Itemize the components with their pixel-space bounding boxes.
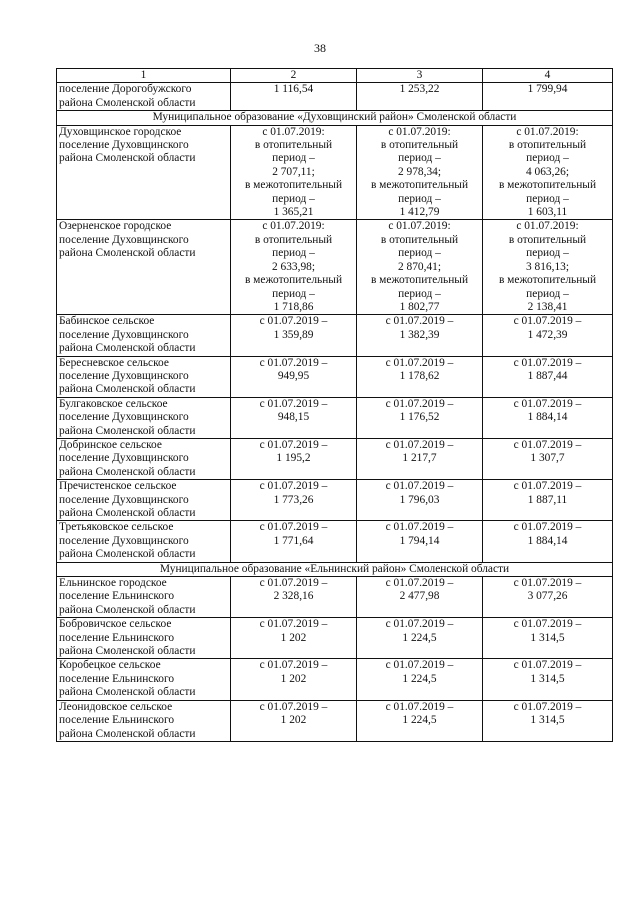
settlement-name-cell: [57, 315, 231, 356]
cell-text-line: 1 796,03: [399, 493, 440, 506]
tariff-cell-col3: [357, 521, 483, 562]
cell-text-line: с 01.07.2019:: [516, 125, 579, 138]
cell-text-line: с 01.07.2019 –: [513, 700, 582, 713]
cell-text-line: с 01.07.2019:: [516, 220, 579, 233]
cell-text-line: с 01.07.2019 –: [385, 315, 454, 328]
cell-text-line: 1 224,5: [402, 714, 437, 727]
cell-text-line: 1 472,39: [527, 328, 568, 341]
cell-text-line: района Смоленской области: [59, 465, 196, 478]
cell-text-line: с 01.07.2019 –: [513, 397, 582, 410]
cell-text-line: поселение Ельнинского: [59, 590, 175, 603]
cell-text-line: в отопительный: [508, 139, 587, 152]
settlement-name-cell: [57, 618, 231, 659]
cell-text-line: с 01.07.2019 –: [259, 700, 328, 713]
cell-text-line: 1 176,52: [399, 411, 440, 424]
cell-text-line: Бабинское сельское: [59, 315, 155, 328]
cell-text-line: с 01.07.2019 –: [513, 438, 582, 451]
cell-text-line: поселение Духовщинского: [59, 139, 189, 152]
cell-text-line: с 01.07.2019 –: [259, 659, 328, 672]
tariff-cell-col2: [231, 480, 357, 521]
settlement-name-cell: [57, 220, 231, 315]
tariff-cell-col4: [483, 577, 613, 618]
cell-text-line: 1 178,62: [399, 369, 440, 382]
cell-text-line: 1 794,14: [399, 534, 440, 547]
cell-text-line: района Смоленской области: [59, 727, 196, 740]
table-row: [57, 480, 613, 521]
cell-text-line: 1 718,86: [273, 300, 314, 313]
section-title: Муниципальное образование «Духовщинский район» Смоленской области: [57, 111, 613, 125]
cell-text-line: Булгаковское сельское: [59, 397, 168, 410]
cell-text-line: период –: [526, 287, 569, 300]
settlement-name-cell: [57, 700, 231, 741]
cell-text-line: района Смоленской области: [59, 152, 196, 165]
column-number-1: 1: [57, 69, 231, 83]
cell-text-line: 1 307,7: [530, 452, 565, 465]
cell-text-line: 3 077,26: [527, 590, 568, 603]
cell-text-line: района Смоленской области: [59, 603, 196, 616]
cell-text-line: Духовщинское городское: [59, 125, 182, 138]
tariff-cell-col3: [357, 577, 483, 618]
tariff-cell-col4: [483, 700, 613, 741]
cell-text-line: района Смоленской области: [59, 686, 196, 699]
cell-text-line: Бересневское сельское: [59, 356, 169, 369]
tariff-cell-col3: [357, 659, 483, 700]
cell-text-line: период –: [272, 152, 315, 165]
cell-text-line: 1 314,5: [530, 672, 565, 685]
cell-text-line: Добринское сельское: [59, 438, 162, 451]
cell-text-line: поселение Ельнинского: [59, 631, 175, 644]
cell-text-line: 2 477,98: [399, 590, 440, 603]
tariff-cell-col2: [231, 659, 357, 700]
cell-text-line: 1 202: [280, 631, 307, 644]
cell-text-line: Коробецкое сельское: [59, 659, 161, 672]
cell-text-line: поселение Духовщинского: [59, 452, 189, 465]
cell-text-line: 949,95: [277, 369, 310, 382]
table-row: [57, 577, 613, 618]
cell-text-line: в межотопительный: [244, 274, 343, 287]
cell-text-line: период –: [272, 247, 315, 260]
cell-text-line: период –: [398, 247, 441, 260]
column-number-3: 3: [357, 69, 483, 83]
cell-text-line: с 01.07.2019:: [262, 220, 325, 233]
cell-text-line: с 01.07.2019 –: [259, 397, 328, 410]
cell-text-line: с 01.07.2019:: [388, 125, 451, 138]
tariff-cell-col2: [231, 356, 357, 397]
cell-text-line: период –: [272, 192, 315, 205]
cell-text-line: 2 870,41;: [397, 260, 442, 273]
cell-text-line: 3 816,13;: [525, 260, 570, 273]
cell-text-line: Бобровичское сельское: [59, 618, 172, 631]
table-row: [57, 659, 613, 700]
cell-text-line: 1 224,5: [402, 672, 437, 685]
cell-text-line: района Смоленской области: [59, 247, 196, 260]
cell-text-line: поселение Дорогобужского: [59, 83, 192, 96]
table-row: [57, 83, 613, 111]
tariff-cell-col4: [483, 618, 613, 659]
cell-text-line: района Смоленской области: [59, 383, 196, 396]
tariff-cell-col4: [483, 397, 613, 438]
cell-text-line: района Смоленской области: [59, 96, 196, 109]
tariff-cell-col3: [357, 480, 483, 521]
cell-text-line: с 01.07.2019 –: [385, 480, 454, 493]
settlement-name-cell: [57, 480, 231, 521]
cell-text-line: с 01.07.2019:: [388, 220, 451, 233]
cell-text-line: в межотопительный: [498, 179, 597, 192]
cell-text-line: период –: [526, 192, 569, 205]
cell-text-line: 1 799,94: [527, 83, 568, 96]
table-row: [57, 521, 613, 562]
cell-text-line: 1 382,39: [399, 328, 440, 341]
cell-text-line: поселение Ельнинского: [59, 672, 175, 685]
column-number-row: [57, 69, 613, 83]
cell-text-line: с 01.07.2019 –: [385, 618, 454, 631]
page-number: 38: [314, 41, 326, 55]
cell-text-line: 1 603,11: [527, 206, 568, 219]
tariff-cell-col2: [231, 521, 357, 562]
settlement-name-cell: [57, 577, 231, 618]
cell-text-line: района Смоленской области: [59, 548, 196, 561]
tariff-cell-col4: [483, 659, 613, 700]
tariff-cell-col4: [483, 521, 613, 562]
tariff-cell-col4: [483, 315, 613, 356]
cell-text-line: 2 328,16: [273, 590, 314, 603]
cell-text-line: 2 138,41: [527, 300, 568, 313]
cell-text-line: 1 887,44: [527, 369, 568, 382]
cell-text-line: в межотопительный: [498, 274, 597, 287]
cell-text-line: 2 978,34;: [397, 165, 442, 178]
cell-text-line: с 01.07.2019 –: [513, 356, 582, 369]
cell-text-line: с 01.07.2019 –: [385, 577, 454, 590]
cell-text-line: 1 887,11: [527, 493, 568, 506]
cell-text-line: с 01.07.2019 –: [513, 315, 582, 328]
tariff-cell-col2: [231, 83, 357, 111]
cell-text-line: с 01.07.2019 –: [259, 438, 328, 451]
tariff-cell-col3: [357, 438, 483, 479]
table-row: [57, 700, 613, 741]
cell-text-line: с 01.07.2019 –: [259, 356, 328, 369]
section-title: Муниципальное образование «Ельнинский район» Смоленской области: [57, 562, 613, 576]
cell-text-line: период –: [272, 287, 315, 300]
cell-text-line: 948,15: [277, 411, 310, 424]
cell-text-line: с 01.07.2019 –: [513, 618, 582, 631]
cell-text-line: Ельнинское городское: [59, 577, 167, 590]
cell-text-line: Озерненское городское: [59, 220, 172, 233]
cell-text-line: с 01.07.2019 –: [513, 521, 582, 534]
cell-text-line: с 01.07.2019:: [262, 125, 325, 138]
cell-text-line: 1 116,54: [273, 83, 314, 96]
cell-text-line: в отопительный: [254, 233, 333, 246]
tariff-cell-col2: [231, 315, 357, 356]
table-row: [57, 356, 613, 397]
settlement-name-cell: [57, 521, 231, 562]
tariff-cell-col4: [483, 356, 613, 397]
cell-text-line: в межотопительный: [370, 179, 469, 192]
tariff-cell-col2: [231, 125, 357, 220]
table-row: [57, 438, 613, 479]
cell-text-line: с 01.07.2019 –: [513, 577, 582, 590]
cell-text-line: 1 217,7: [402, 452, 437, 465]
cell-text-line: поселение Духовщинского: [59, 369, 189, 382]
cell-text-line: период –: [398, 287, 441, 300]
cell-text-line: 1 195,2: [276, 452, 311, 465]
cell-text-line: в отопительный: [380, 139, 459, 152]
tariff-cell-col2: [231, 397, 357, 438]
cell-text-line: с 01.07.2019 –: [385, 356, 454, 369]
cell-text-line: с 01.07.2019 –: [259, 480, 328, 493]
cell-text-line: района Смоленской области: [59, 342, 196, 355]
tariff-cell-col3: [357, 397, 483, 438]
cell-text-line: 1 884,14: [527, 534, 568, 547]
tariff-cell-col3: [357, 83, 483, 111]
tariff-cell-col3: [357, 315, 483, 356]
table-row: [57, 315, 613, 356]
cell-text-line: 1 773,26: [273, 493, 314, 506]
cell-text-line: 1 253,22: [399, 83, 440, 96]
table-row: [57, 397, 613, 438]
cell-text-line: в отопительный: [508, 233, 587, 246]
tariff-cell-col3: [357, 700, 483, 741]
tariff-cell-col2: [231, 220, 357, 315]
cell-text-line: поселение Ельнинского: [59, 714, 175, 727]
cell-text-line: с 01.07.2019 –: [259, 521, 328, 534]
settlement-name-cell: [57, 356, 231, 397]
tariff-cell-col3: [357, 356, 483, 397]
column-number-2: 2: [231, 69, 357, 83]
cell-text-line: с 01.07.2019 –: [385, 397, 454, 410]
cell-text-line: с 01.07.2019 –: [513, 480, 582, 493]
cell-text-line: 2 707,11;: [272, 165, 315, 178]
tariff-cell-col4: [483, 83, 613, 111]
tariff-cell-col2: [231, 577, 357, 618]
cell-text-line: с 01.07.2019 –: [385, 438, 454, 451]
cell-text-line: 1 802,77: [399, 300, 440, 313]
cell-text-line: 1 202: [280, 714, 307, 727]
section-header-row: [57, 111, 613, 125]
cell-text-line: с 01.07.2019 –: [259, 618, 328, 631]
cell-text-line: с 01.07.2019 –: [513, 659, 582, 672]
tariff-cell-col4: [483, 125, 613, 220]
settlement-name-cell: [57, 397, 231, 438]
tariff-cell-col2: [231, 618, 357, 659]
cell-text-line: с 01.07.2019 –: [385, 700, 454, 713]
cell-text-line: в отопительный: [380, 233, 459, 246]
cell-text-line: 1 412,79: [399, 206, 440, 219]
cell-text-line: период –: [526, 247, 569, 260]
cell-text-line: 1 365,21: [273, 206, 314, 219]
tariff-cell-col2: [231, 700, 357, 741]
cell-text-line: 1 359,89: [273, 328, 314, 341]
tariff-cell-col3: [357, 618, 483, 659]
tariff-cell-col3: [357, 125, 483, 220]
cell-text-line: 1 884,14: [527, 411, 568, 424]
tariff-cell-col4: [483, 220, 613, 315]
cell-text-line: в межотопительный: [244, 179, 343, 192]
cell-text-line: поселение Духовщинского: [59, 233, 189, 246]
cell-text-line: в отопительный: [254, 139, 333, 152]
tariff-cell-col4: [483, 480, 613, 521]
table-body: [57, 83, 613, 742]
cell-text-line: 1 202: [280, 672, 307, 685]
column-number-4: 4: [483, 69, 613, 83]
cell-text-line: поселение Духовщинского: [59, 534, 189, 547]
settlement-name-cell: [57, 125, 231, 220]
cell-text-line: района Смоленской области: [59, 424, 196, 437]
cell-text-line: поселение Духовщинского: [59, 328, 189, 341]
settlement-name-cell: [57, 659, 231, 700]
cell-text-line: 1 771,64: [273, 534, 314, 547]
cell-text-line: 1 314,5: [530, 714, 565, 727]
cell-text-line: с 01.07.2019 –: [385, 659, 454, 672]
cell-text-line: период –: [398, 152, 441, 165]
tariff-cell-col2: [231, 438, 357, 479]
cell-text-line: 2 633,98;: [271, 260, 316, 273]
table-row: [57, 125, 613, 220]
cell-text-line: 1 224,5: [402, 631, 437, 644]
cell-text-line: Третьяковское сельское: [59, 521, 174, 534]
cell-text-line: Пречистенское сельское: [59, 480, 177, 493]
tariff-cell-col4: [483, 438, 613, 479]
cell-text-line: 1 314,5: [530, 631, 565, 644]
cell-text-line: поселение Духовщинского: [59, 411, 189, 424]
tariff-cell-col3: [357, 220, 483, 315]
cell-text-line: поселение Духовщинского: [59, 493, 189, 506]
cell-text-line: Леонидовское сельское: [59, 700, 173, 713]
cell-text-line: района Смоленской области: [59, 645, 196, 658]
section-header-row: [57, 562, 613, 576]
cell-text-line: с 01.07.2019 –: [259, 577, 328, 590]
settlement-name-cell: [57, 83, 231, 111]
cell-text-line: с 01.07.2019 –: [259, 315, 328, 328]
tariff-table: [56, 68, 613, 742]
table-row: [57, 618, 613, 659]
cell-text-line: в межотопительный: [370, 274, 469, 287]
cell-text-line: 4 063,26;: [525, 165, 570, 178]
cell-text-line: период –: [398, 192, 441, 205]
table-row: [57, 220, 613, 315]
settlement-name-cell: [57, 438, 231, 479]
cell-text-line: период –: [526, 152, 569, 165]
cell-text-line: района Смоленской области: [59, 507, 196, 519]
cell-text-line: с 01.07.2019 –: [385, 521, 454, 534]
